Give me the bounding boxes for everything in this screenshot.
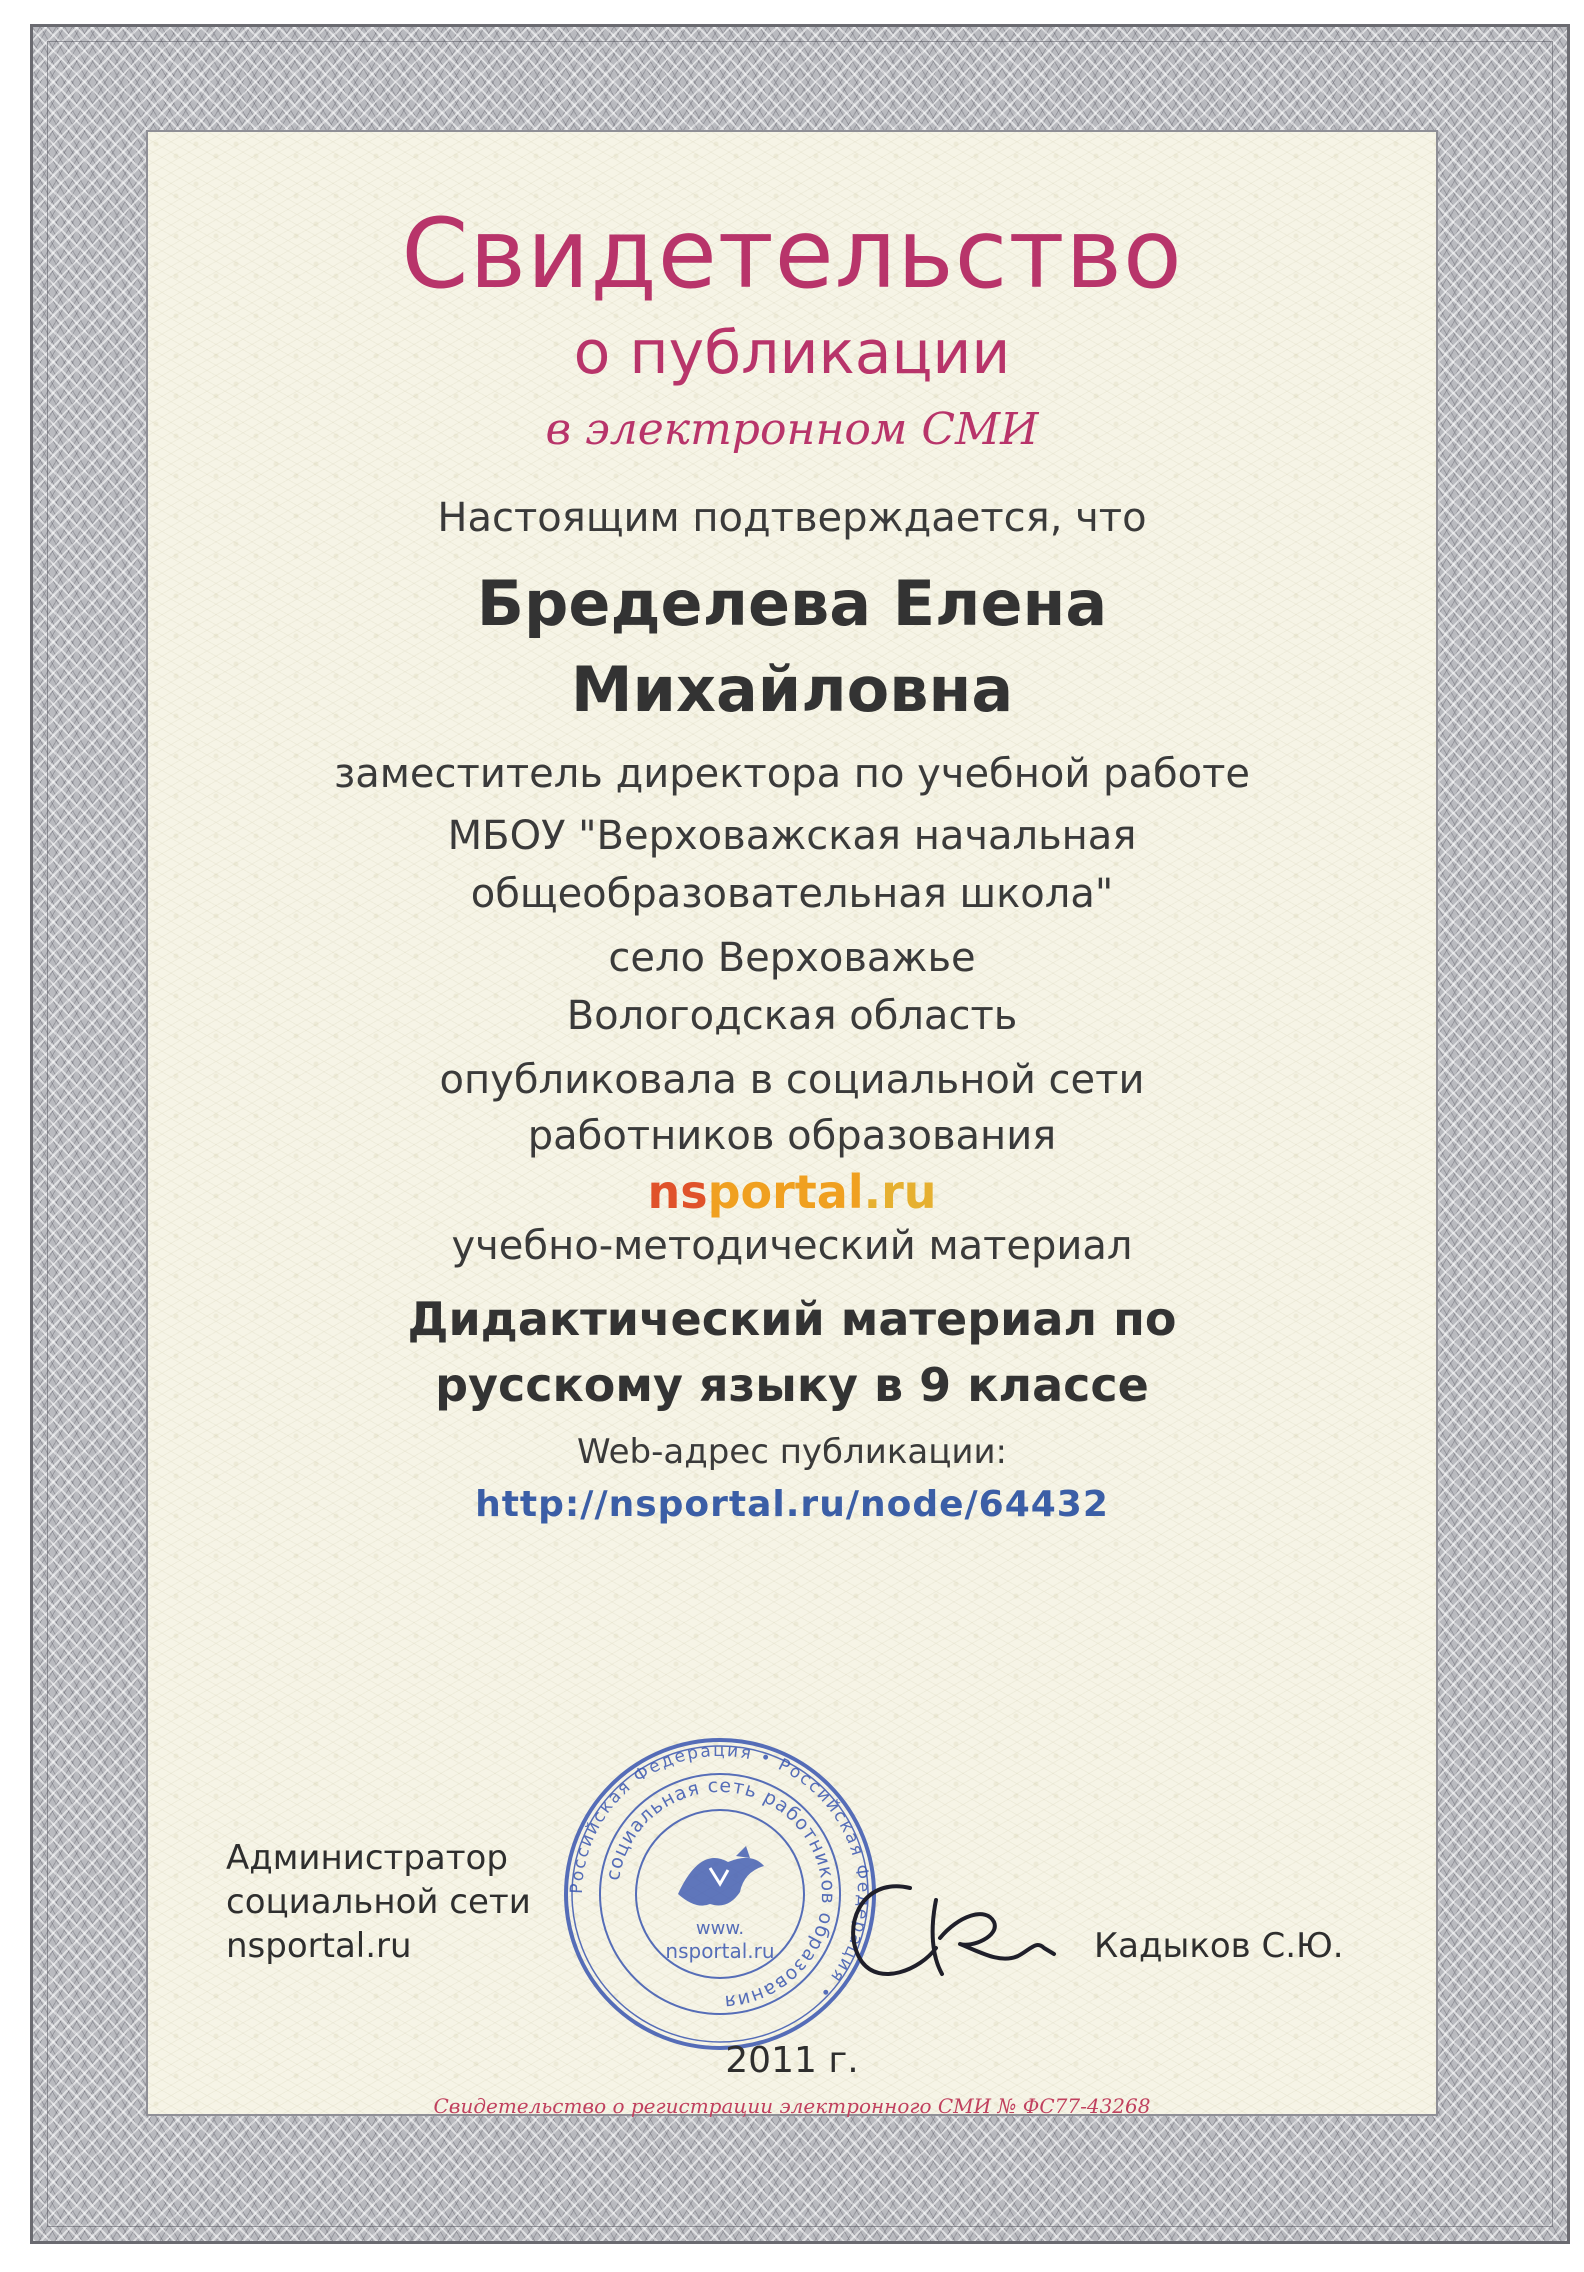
school-name-line1: МБОУ "Верховажская начальная [447, 813, 1137, 859]
published-text-line2: работников образования [527, 1113, 1057, 1159]
admin-line3: nsportal.ru [226, 1926, 412, 1966]
official-stamp [560, 1734, 880, 2054]
certificate-medium: в электронном СМИ [545, 404, 1039, 455]
stamp-center-line2: nsportal.ru [665, 1939, 775, 1963]
school-name-line2: общеобразовательная школа" [470, 871, 1114, 917]
issue-year: 2011 г. [725, 2040, 859, 2081]
recipient-name-line2: Михайловна [570, 653, 1014, 726]
administrator-block [226, 1836, 531, 1968]
region-name: Вологодская область [566, 993, 1018, 1039]
stamp-center-line1: www. [695, 1918, 745, 1939]
admin-line1: Администратор [226, 1838, 508, 1878]
published-text-line1: опубликовала в социальной сети [439, 1057, 1145, 1103]
certificate-subtitle: о публикации [573, 318, 1011, 388]
nsportal-logo [146, 1164, 1438, 1220]
recipient-name-line1: Бределева Елена [476, 567, 1108, 640]
logo-part-portal: portal [707, 1165, 864, 1219]
stamp-emblem-icon [678, 1846, 764, 1906]
media-registration-note: Свидетельство о регистрации электронного СМИ № ФС77-43268 [433, 2094, 1151, 2118]
certificate-title: Свидетельство [401, 198, 1183, 310]
work-title-line2: русскому языку в 9 классе [435, 1358, 1149, 1412]
work-title-line1: Дидактический материал по [407, 1292, 1177, 1346]
admin-line2: социальной сети [226, 1882, 531, 1922]
stamp-outer-text: Российская Федерация • Российская Федерация • [566, 1740, 874, 2004]
logo-part-ns: ns [647, 1165, 708, 1219]
intro-text: Настоящим подтверждается, что [437, 495, 1147, 541]
signer-name: Кадыков С.Ю. [1094, 1926, 1344, 1966]
url-label: Web-адрес публикации: [576, 1432, 1008, 1472]
material-type: учебно-методический материал [451, 1223, 1133, 1269]
publication-url-link[interactable]: http://nsportal.ru/node/64432 [475, 1484, 1109, 1525]
stamp-inner-text: социальная сеть работников образования [601, 1774, 840, 2014]
village-name: село Верховажье [608, 935, 976, 981]
logo-part-ru: .ru [863, 1165, 937, 1219]
handwritten-signature [840, 1870, 1100, 1990]
recipient-position: заместитель директора по учебной работе [333, 751, 1251, 797]
